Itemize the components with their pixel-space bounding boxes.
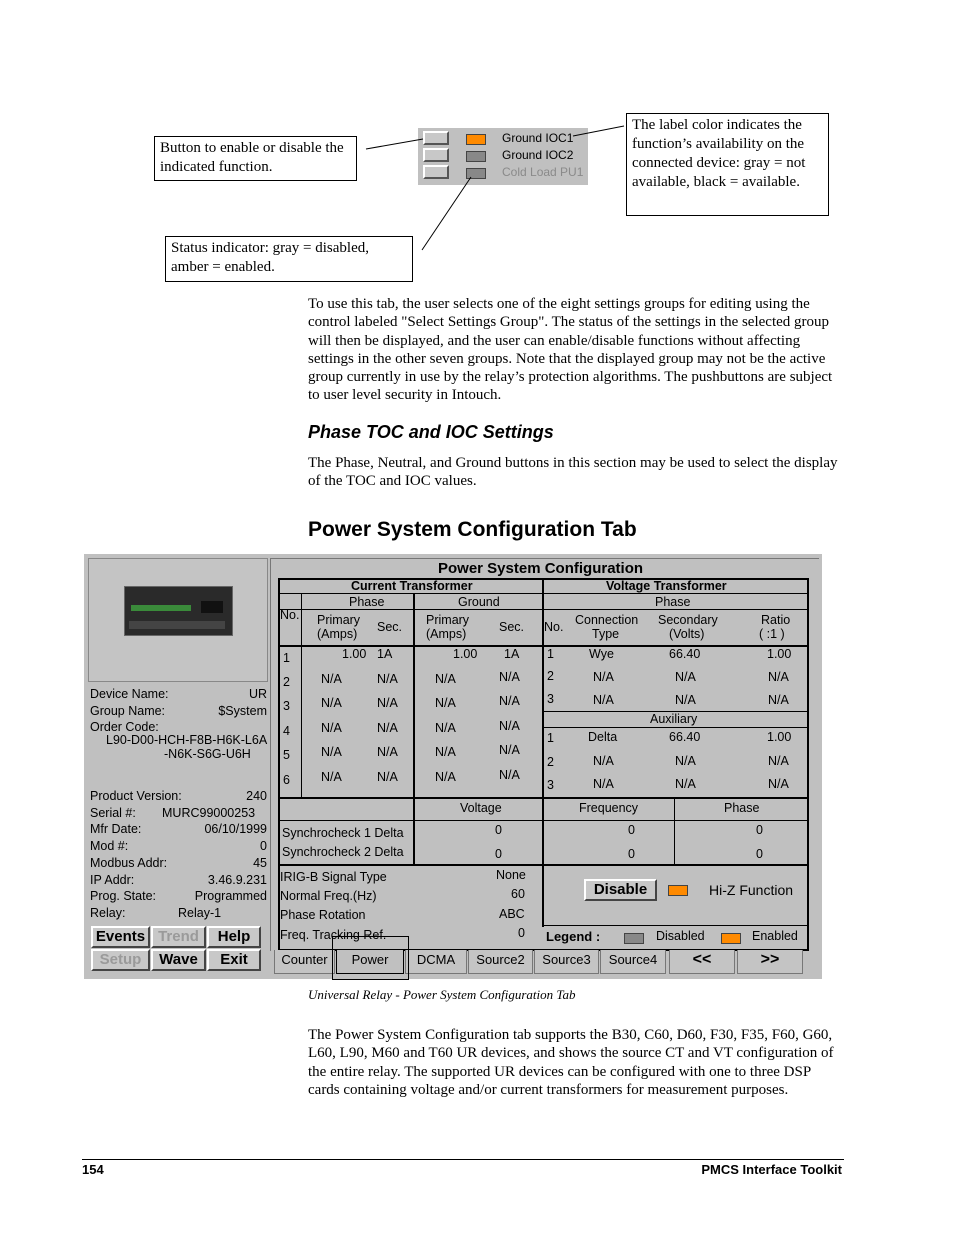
callout-status: Status indicator: gray = disabled, amber = enabled. — [165, 236, 413, 282]
phase-paragraph: The Phase, Neutral, and Ground buttons in this section may be used to select the display of the TOC and IOC values. — [308, 455, 838, 490]
tab-counter[interactable]: Counter — [274, 950, 335, 974]
function-label-ground-ioc1: Ground IOC1 — [502, 131, 574, 145]
footer-rule — [82, 1159, 844, 1160]
relay-device-image — [124, 586, 233, 636]
order-code-line-2: -N6K-S6G-U6H — [164, 747, 251, 761]
device-info-panel: Device Name: UR Group Name: $System Order Code: L90-D00-HCH-F8B-H6K-L6A -N6K-S6G-U6H Product Version: 240 Serial #: MURC99000253 Mfr Date: 06/10/1999 Mod #: 0 Modbus Addr: 45 IP Addr: 3.46.9.231 Prog. State: Programmed Relay: Relay-1 — [90, 687, 268, 920]
trend-button[interactable]: Trend — [151, 926, 206, 948]
wave-button[interactable]: Wave — [151, 949, 206, 971]
page-number: 154 — [82, 1162, 104, 1177]
legend-enabled-swatch — [721, 933, 741, 944]
power-system-screen — [84, 554, 822, 979]
tab-scroll-right[interactable]: >> — [737, 950, 803, 974]
events-button[interactable]: Events — [91, 926, 150, 948]
body-paragraph: The Power System Configuration tab supports the B30, C60, D60, F30, F35, F60, G60, L60, L90, M60 and T60 UR devices, and shows the source CT and VT configuration of the entire relay. The supported UR devices can be configured with one to three DSP cards containing voltage and/or current transformers for measurement purposes. — [308, 1027, 834, 1098]
callout-button: Button to enable or disable the indicated function. — [154, 136, 357, 181]
screen-title: Power System Configuration — [438, 560, 644, 577]
legend-label: Legend : — [546, 929, 601, 944]
figure-caption: Universal Relay - Power System Configuration Tab — [308, 987, 576, 1002]
tab-dcma[interactable]: DCMA — [405, 950, 467, 974]
disable-button[interactable]: Disable — [584, 879, 657, 901]
phase-toc-heading: Phase TOC and IOC Settings — [308, 422, 554, 442]
tab-source2[interactable]: Source2 — [468, 950, 533, 974]
hiz-function-label: Hi-Z Function — [709, 882, 794, 898]
callout-label-color: The label color indicates the function’s availability on the connected device: gray = not available, black = available. — [626, 113, 829, 216]
footer-title: PMCS Interface Toolkit — [701, 1162, 842, 1177]
help-button[interactable]: Help — [207, 926, 261, 948]
function-label-ground-ioc2: Ground IOC2 — [502, 148, 574, 162]
callout-leader-lines — [0, 0, 954, 300]
order-code-line-1: L90-D00-HCH-F8B-H6K-L6A — [106, 733, 268, 747]
section-heading: Power System Configuration Tab — [308, 518, 637, 541]
config-panel: Power System Configuration Current Transformer Voltage Transformer Phase Ground Phase No. Primary (Amps) Sec. Primary (Amps) Sec. No. Connection Type Secondary (Volts) Ratio ( :1 ) 1 1.00 1A 1.00 1A 2 N/A N/A N/A N/A 3 N/A N/A N/A N/A 4 N/A N/A N/A N/A 5 N/A N/A N/A N/A 6 N/A N/A N/A N/A 1 Wye 66.40 1.00 2 N/A N/A N/A 3 N/A N/A N/A Auxiliary 1 Delta 66.40 1.00 2 N/A N/A N/A 3 N/A N/A N/A Voltage Frequency Phase Synchrocheck 1 Delta 0 0 0 Synchrocheck 2 Delta 0 0 0 IRIG-B Signal Type None Normal Freq.(Hz) 60 Phase Rotation ABC Freq. Tracking Ref. 0 Disable Hi-Z Function Legend : Disabled Enabled — [270, 558, 819, 951]
exit-button[interactable]: Exit — [207, 949, 261, 971]
tab-power[interactable]: Power — [336, 950, 404, 974]
tab-scroll-left[interactable]: << — [669, 950, 735, 974]
intro-paragraph: To use this tab, the user selects one of the eight settings groups for editing using the control labeled "Select Settings Group". The status of the settings in the selected group will then be displayed, and the user can enable/disable functions without affecting settings in the other seven groups. Note that the displayed group may not be the active group currently in use by the relay’s protection algorithms. The pushbuttons are subject to user level security in Intouch. — [308, 296, 833, 404]
tab-source3[interactable]: Source3 — [534, 950, 599, 974]
device-image-panel — [88, 558, 268, 682]
function-label-cold-load: Cold Load PU1 — [502, 165, 584, 179]
tab-source4[interactable]: Source4 — [600, 950, 666, 974]
power-tab-highlight — [332, 936, 409, 980]
hiz-status-indicator — [668, 885, 688, 896]
legend-disabled-swatch — [624, 933, 644, 944]
setup-button[interactable]: Setup — [91, 949, 150, 971]
